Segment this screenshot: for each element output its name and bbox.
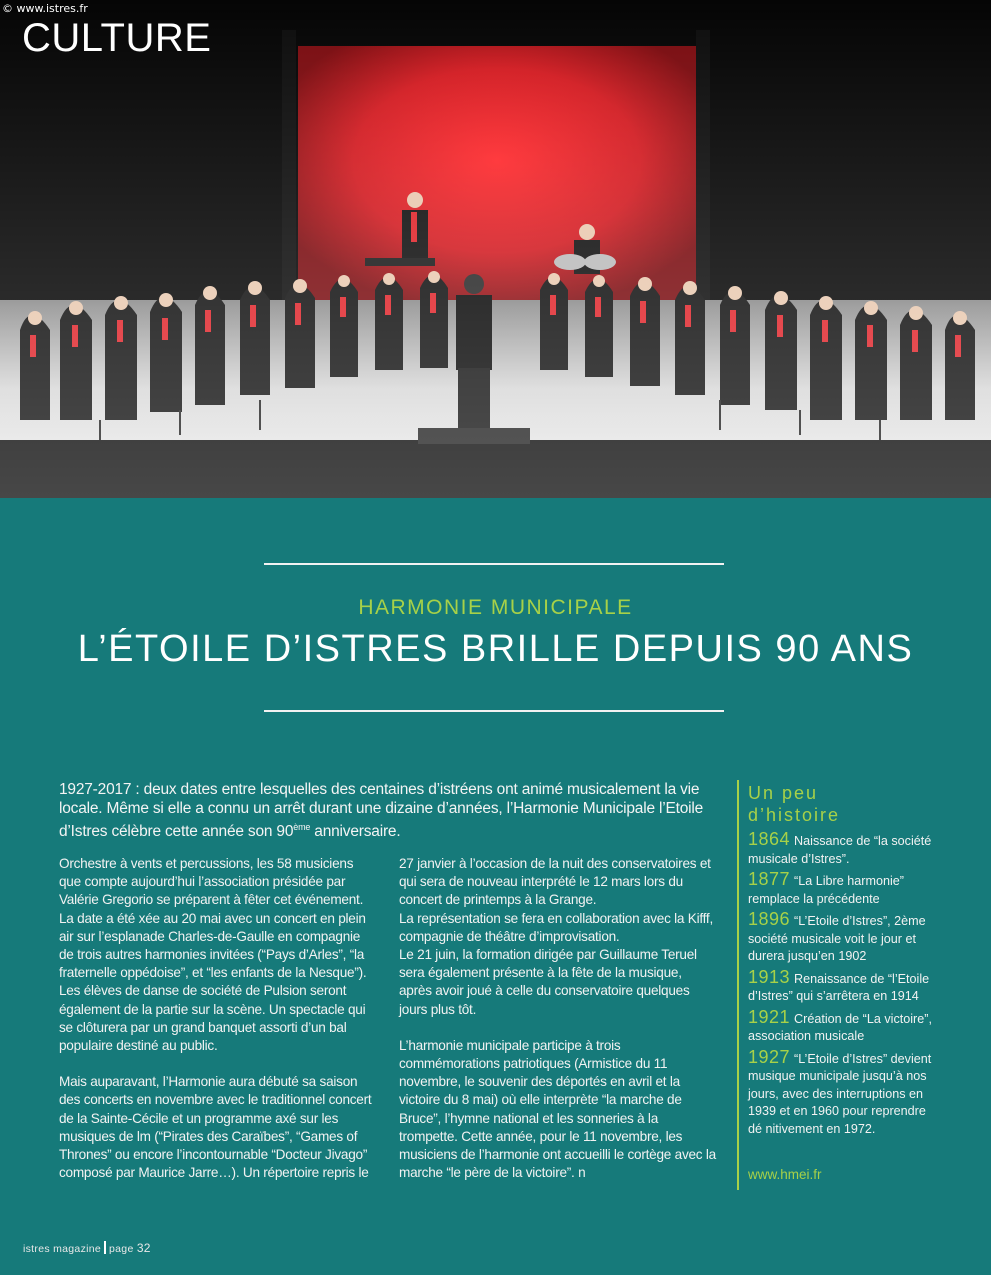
timeline-text: Renaissance de “l’Etoile d’Istres” qui s’arrêtera en 1914 xyxy=(748,971,930,1003)
paragraph: L’harmonie municipale participe à trois commémorations patriotiques (Armistice du 11 novembre, le souvenir des déportés en avril et la victoire du 8 mai) où elle interprète “la marche de Bruce”, l’hymne national et les sonneries à la trompette. Cette année, pour le 11 novembre, les musiciens de l’harmonie ont accueilli le cortège avec la marche “le père de la victoire”. n xyxy=(399,1037,716,1181)
timeline-text: “L’Etoile d’Istres”, 2ème société musicale voit le jour et durera jusqu’en 1902 xyxy=(748,914,926,963)
timeline-text: Naissance de “la société musicale d’Istres”. xyxy=(748,834,932,866)
lead-superscript: ème xyxy=(293,822,311,832)
website-link[interactable]: www.hmei.fr xyxy=(748,1167,822,1182)
timeline-year: 1927 xyxy=(748,1046,791,1067)
timeline-year: 1864 xyxy=(748,829,791,849)
article-column-middle xyxy=(399,855,717,1200)
article-headline: L’ÉTOILE D’ISTRES BRILLE DEPUIS 90 ANS xyxy=(77,628,914,670)
title-rule-top xyxy=(264,563,724,565)
timeline-year: 1921 xyxy=(748,1006,791,1027)
timeline-entry xyxy=(748,831,938,868)
sidebar-title-line: d’histoire xyxy=(748,805,841,825)
timeline-text: “La Libre harmonie” remplace la précédente xyxy=(748,874,904,906)
section-label: CULTURE xyxy=(22,16,212,60)
page-number: 32 xyxy=(136,1241,151,1255)
magazine-name: istres magazine xyxy=(23,1243,102,1255)
paragraph: Le 21 juin, la formation dirigée par Guillaume Teruel sera également présente à la fête de la musique, après avoir joué à celle du conservatoire quelques jours plus tôt. xyxy=(399,947,697,1017)
timeline-year: 1913 xyxy=(748,966,791,987)
timeline-entry xyxy=(748,966,938,1006)
timeline-entry xyxy=(748,1046,938,1139)
timeline-entry xyxy=(748,1006,938,1046)
timeline-text: “L’Etoile d’Istres” devient musique municipale jusqu’à nos jours, avec des interruptions en 1939 et en 1960 pour reprendre dé nitivement en 1972. xyxy=(748,1051,932,1136)
paragraph: 27 janvier à l’occasion de la nuit des conservatoires et qui sera de nouveau interprété le 12 mars lors du concert de printemps à la Grange. xyxy=(399,856,711,908)
sidebar-title xyxy=(748,782,948,826)
lead-text-end: anniversaire. xyxy=(310,823,401,841)
concert-photo xyxy=(0,0,991,498)
lead-text: 1927-2017 : deux dates entre lesquelles des centaines d’istréens ont animé musicalement la vie locale. Même si elle a connu un arrêt durant une dizaine d’années, l’Harmonie Municipale l’Etoile d’Istres célèbre cette année son 90 xyxy=(59,781,704,841)
paragraph: Mais auparavant, l’Harmonie aura débuté sa saison des concerts en novembre avec le traditionnel concert de la Sainte-Cécile et un programme axé sur les musiques de lm (“Pirates des Caraïbes”, “Games of Thrones” ou encore l’incontournable “Docteur Jivago” composé par Maurice Jarre…). Un répertoire repris le xyxy=(59,1074,372,1181)
timeline-year: 1896 xyxy=(748,909,791,929)
orchestra-stage-illustration xyxy=(0,0,991,498)
article-lead xyxy=(59,780,719,841)
title-rule-bottom xyxy=(264,710,724,712)
article-kicker: HARMONIE MUNICIPALE xyxy=(358,596,633,619)
history-timeline xyxy=(748,831,938,1141)
page-footer xyxy=(23,1241,151,1255)
page-label: page xyxy=(109,1243,134,1255)
footer-divider xyxy=(104,1241,106,1254)
timeline-text: Création de “La victoire”, association musicale xyxy=(748,1011,932,1043)
sidebar-rule xyxy=(737,780,739,1190)
article-column-left xyxy=(59,855,377,1200)
copyright-notice: © www.istres.fr xyxy=(2,2,88,15)
paragraph: Orchestre à vents et percussions, les 58 musiciens que compte aujourd’hui l’association présidée par Valérie Gregorio se préparent à fêter cet événement. La date a été xée au 20 mai avec un concert en plein air sur l’esplanade Charles-de-Gaulle en compagnie de trois autres harmonies invitées (“Pays d’Arles”, “la fraternelle oppédoise”, et “les enfants de la Nesque”). Les élèves de danse de société de Pulsion seront également de la partie sur la scène. Un spectacle qui se clôturera par un grand banquet assorti d’un bal populaire destiné au public. xyxy=(59,856,367,1054)
timeline-entry xyxy=(748,911,938,966)
timeline-year: 1877 xyxy=(748,869,791,889)
sidebar-title-line: Un peu xyxy=(748,783,819,803)
paragraph: La représentation se fera en collaboration avec la Kifff, compagnie de théâtre d’improvisation. xyxy=(399,910,713,944)
timeline-entry xyxy=(748,871,938,908)
